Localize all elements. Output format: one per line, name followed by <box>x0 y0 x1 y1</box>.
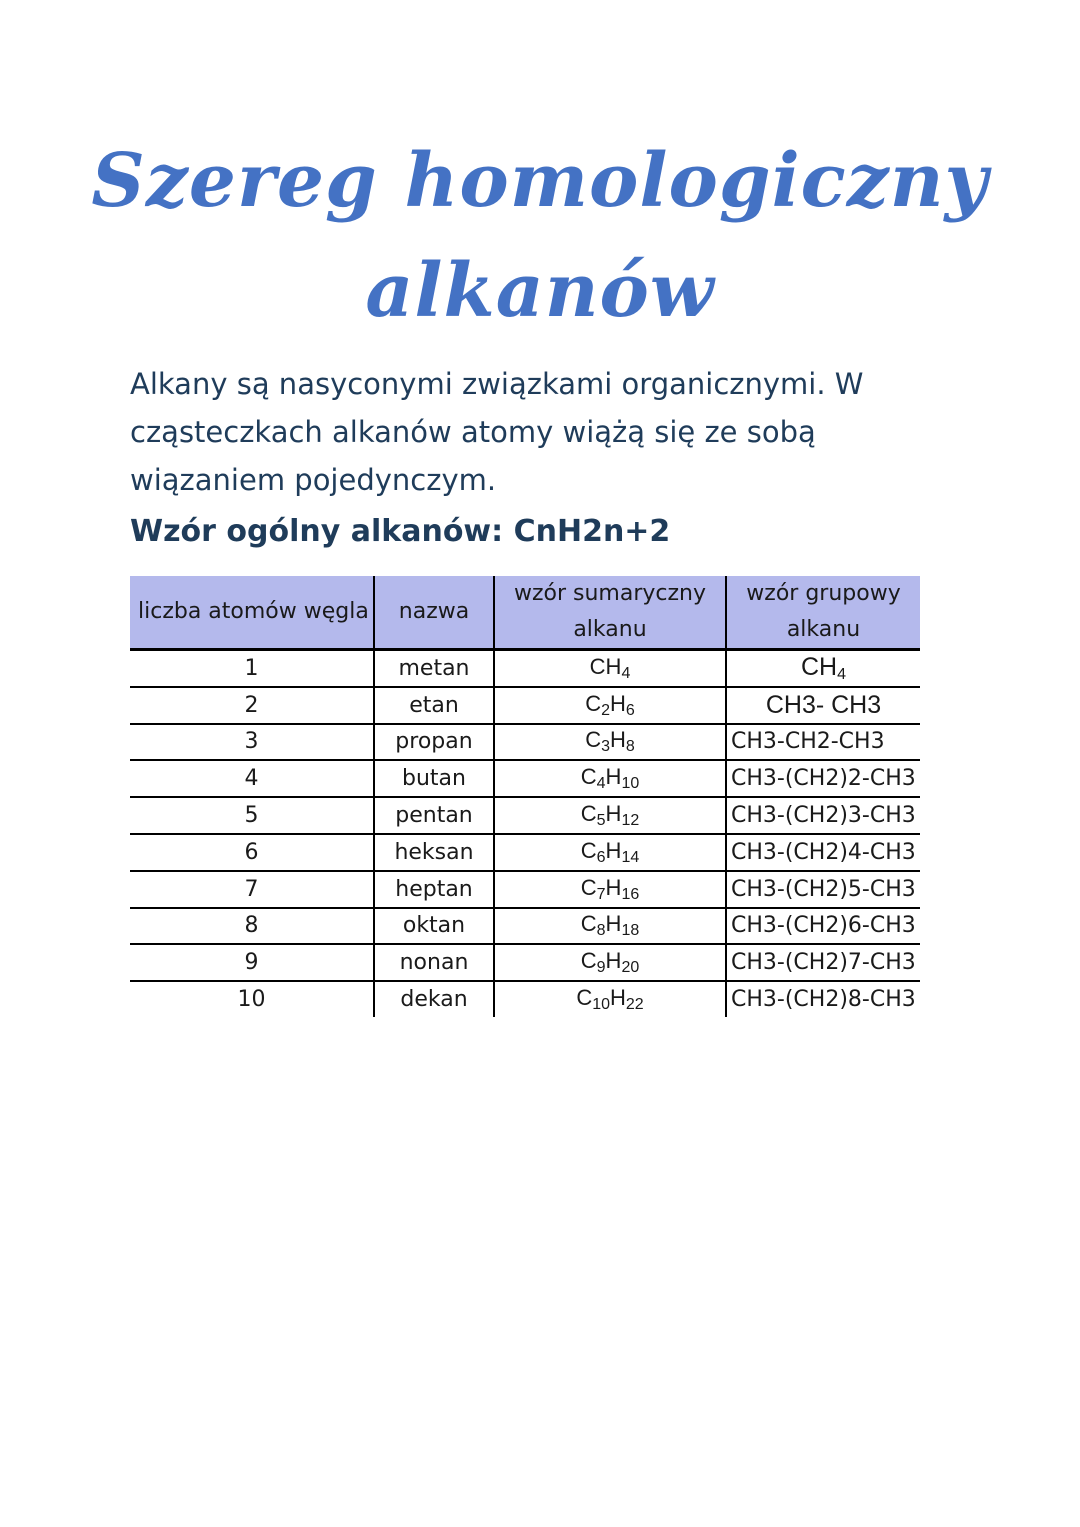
formula-hydrogen-subscript: 16 <box>621 885 640 903</box>
header-name: nazwa <box>374 576 494 650</box>
header-molecular-formula-line-1: wzór sumaryczny <box>513 581 707 606</box>
formula-carbon-subscript: 4 <box>596 775 606 793</box>
cell-carbon-count: 9 <box>130 944 374 981</box>
formula-hydrogen-symbol: H <box>605 653 622 679</box>
formula-hydrogen-symbol: H <box>610 985 626 1011</box>
page-title-line-1: Szereg homologiczny <box>91 138 989 224</box>
cell-molecular-formula <box>494 834 726 871</box>
formula-carbon-subscript: 2 <box>601 701 610 719</box>
formula-carbon-subscript: 8 <box>596 922 606 940</box>
formula-carbon-subscript: 9 <box>596 959 606 977</box>
formula-hydrogen-symbol: H <box>605 837 622 863</box>
cell-carbon-count: 8 <box>130 908 374 945</box>
cell-name: butan <box>374 760 494 797</box>
table-row <box>130 760 920 797</box>
cell-group-formula: CH3-(CH2)8-CH3 <box>726 981 920 1017</box>
formula-hydrogen-subscript: 18 <box>621 922 640 940</box>
formula-hydrogen-subscript: 14 <box>621 848 640 866</box>
cell-molecular-formula <box>494 760 726 797</box>
cell-name: oktan <box>374 908 494 945</box>
table-header-row <box>130 576 920 650</box>
cell-molecular-formula <box>494 981 726 1017</box>
header-carbon-count: liczba atomów węgla <box>130 576 374 650</box>
formula-carbon-symbol: C <box>580 801 597 827</box>
cell-molecular-formula <box>494 687 726 724</box>
cell-name: metan <box>374 650 494 687</box>
cell-carbon-count: 4 <box>130 760 374 797</box>
formula-carbon-symbol: C <box>585 727 602 753</box>
cell-name: dekan <box>374 981 494 1017</box>
cell-carbon-count: 7 <box>130 871 374 908</box>
formula-carbon-symbol: C <box>580 948 597 974</box>
formula-carbon-symbol: C <box>580 874 597 900</box>
cell-carbon-count: 3 <box>130 724 374 761</box>
header-molecular-formula <box>494 576 726 650</box>
cell-group-formula: CH3-(CH2)4-CH3 <box>726 834 920 871</box>
formula-hydrogen-symbol: H <box>610 690 626 716</box>
intro-paragraph: Alkany są nasyconymi związkami organicznymi. W cząsteczkach alkanów atomy wiążą się ze sobą wiązaniem pojedynczym. <box>130 367 864 497</box>
cell-name: etan <box>374 687 494 724</box>
cell-name: nonan <box>374 944 494 981</box>
cell-carbon-count: 1 <box>130 650 374 687</box>
formula-carbon-symbol: C <box>580 837 597 863</box>
formula-hydrogen-symbol: H <box>605 948 622 974</box>
cell-group-formula: CH3-CH2-CH3 <box>726 724 920 761</box>
cell-group-formula: CH3-(CH2)6-CH3 <box>726 908 920 945</box>
header-group-formula-line-1: wzór grupowy <box>746 581 901 606</box>
cell-group-formula: CH3-(CH2)3-CH3 <box>726 797 920 834</box>
table-row <box>130 797 920 834</box>
formula-carbon-subscript: 7 <box>596 885 606 903</box>
formula-carbon-subscript: 3 <box>601 738 610 756</box>
alkanes-table <box>130 576 920 1017</box>
cell-name: heksan <box>374 834 494 871</box>
formula-carbon-subscript: 5 <box>596 812 606 830</box>
cell-group-formula: CH3-(CH2)2-CH3 <box>726 760 920 797</box>
cell-carbon-count: 10 <box>237 987 266 1013</box>
formula-hydrogen-symbol: H <box>605 874 622 900</box>
table-row <box>130 650 920 687</box>
formula-carbon-symbol: C <box>589 653 606 679</box>
group-formula-subscript: 4 <box>837 665 846 683</box>
cell-name: heptan <box>374 871 494 908</box>
cell-molecular-formula <box>494 724 726 761</box>
table-row <box>130 981 920 1017</box>
cell-name: propan <box>374 724 494 761</box>
table-row <box>130 871 920 908</box>
formula-hydrogen-subscript: 6 <box>625 701 635 719</box>
formula-carbon-subscript: 10 <box>592 996 610 1014</box>
cell-carbon-count: 2 <box>130 687 374 724</box>
formula-hydrogen-symbol: H <box>610 727 626 753</box>
formula-hydrogen-symbol: H <box>605 764 622 790</box>
cell-name: pentan <box>374 797 494 834</box>
formula-carbon-symbol: C <box>576 985 593 1011</box>
formula-hydrogen-subscript: 12 <box>621 812 640 830</box>
formula-hydrogen-subscript: 20 <box>621 959 640 977</box>
cell-molecular-formula <box>494 908 726 945</box>
table-row <box>130 834 920 871</box>
formula-carbon-symbol: C <box>580 764 597 790</box>
cell-molecular-formula <box>494 871 726 908</box>
formula-carbon-subscript: 6 <box>596 848 606 866</box>
group-formula-text: CH <box>800 652 838 681</box>
cell-group-formula: CH3-(CH2)7-CH3 <box>726 944 920 981</box>
formula-hydrogen-subscript: 4 <box>621 664 631 682</box>
general-formula: Wzór ogólny alkanów: CnH2n+2 <box>130 514 671 549</box>
cell-molecular-formula <box>494 797 726 834</box>
table-row <box>130 944 920 981</box>
formula-carbon-symbol: C <box>585 690 602 716</box>
formula-hydrogen-subscript: 10 <box>621 775 640 793</box>
cell-carbon-count: 6 <box>130 834 374 871</box>
cell-molecular-formula <box>494 944 726 981</box>
formula-hydrogen-symbol: H <box>605 801 622 827</box>
cell-carbon-count: 5 <box>130 797 374 834</box>
formula-hydrogen-subscript: 8 <box>625 738 635 756</box>
table-row <box>130 687 920 724</box>
header-group-formula <box>726 576 920 650</box>
header-group-formula-line-2: alkanu <box>786 617 861 642</box>
table-row <box>130 908 920 945</box>
formula-carbon-symbol: C <box>580 911 597 937</box>
cell-group-formula: CH3- CH3 <box>726 687 920 724</box>
cell-group-formula: CH3-(CH2)5-CH3 <box>726 871 920 908</box>
cell-group-formula <box>726 650 920 687</box>
header-molecular-formula-line-2: alkanu <box>573 617 647 642</box>
formula-hydrogen-symbol: H <box>605 911 622 937</box>
cell-molecular-formula <box>494 650 726 687</box>
formula-hydrogen-subscript: 22 <box>625 996 644 1014</box>
page-title-line-2: alkanów <box>365 248 715 334</box>
table-row <box>130 724 920 761</box>
